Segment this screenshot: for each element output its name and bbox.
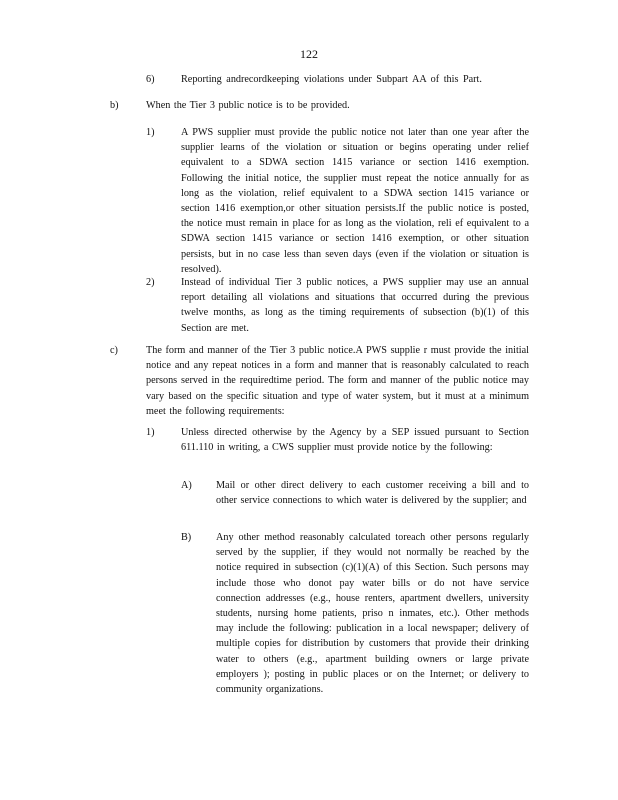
item-text: Unless directed otherwise by the Agency by a SEP issued pursuant to Section 611.110 in writing, a CWS supplier must provide notice by the following: [181, 427, 529, 454]
item-text: Any other method reasonably calculated toreach other persons regularly served by the supplier, if they would not normally be reached by the notice required in subsection (c)(1)(A) of this Section. Such persons may include those who donot pay water bills or do not have service connection addresses (e.g., house renters, apartment dwellers, university students, nursing home patients, priso n inmates, etc.). Other methods may include the following: publication in a local newspaper; delivery of multiple copies for distribution by customers that provide their drinking water to others (e.g., apartment building owners or large private employers ); posting in public places or on the Internet; or delivery to community organizations. [216, 532, 529, 696]
item-label: B) [181, 532, 192, 543]
item-label: A) [181, 480, 192, 491]
item-label: 1) [146, 427, 155, 438]
item-text: The form and manner of the Tier 3 public notice.A PWS supplie r must provide the initial notice and any repeat notices in a form and manner that is reasonably calculated to reach persons served in the requiredtime period. The form and manner of the public notice may vary based on the specific situation and type of water system, but it must at a minimum meet the following requirements: [146, 345, 529, 417]
page-number: 122 [300, 47, 318, 61]
item-text: Instead of individual Tier 3 public notices, a PWS supplier may use an annual report detailing all violations and situations that occurred during the previous twelve months, as long as the timing requirements of subsection (b)(1) of this Section are met. [181, 277, 529, 334]
item-text: A PWS supplier must provide the public notice not later than one year after the supplier learns of the violation or situation or begins operating under relief equivalent to a SDWA section 1415 variance or section 1416 exemption. Following the initial notice, the supplier must repeat the notice annually for as long as the violation, relief equivalent to a SDWA section 1415 variance or section 1416 exemption,or other situation persists.If the public notice is posted, the notice must remain in place for as long as the violation, reli ef equivalent to a SDWA section 1415 variance or section 1416 exemption, or other situation persists, but in no case less than seven days (even if the violation or situation is resolved). [181, 127, 529, 275]
item-text: Mail or other direct delivery to each customer receiving a bill and to other service connections to which water is delivered by the supplier; and [216, 480, 529, 507]
item-label: 2) [146, 277, 155, 288]
item-label: 6) [146, 74, 155, 85]
item-label: b) [110, 100, 119, 111]
item-text: Reporting andrecordkeeping violations under Subpart AA of this Part. [181, 74, 482, 85]
item-label: 1) [146, 127, 155, 138]
item-label: c) [110, 345, 118, 356]
item-text: When the Tier 3 public notice is to be provided. [146, 100, 350, 111]
